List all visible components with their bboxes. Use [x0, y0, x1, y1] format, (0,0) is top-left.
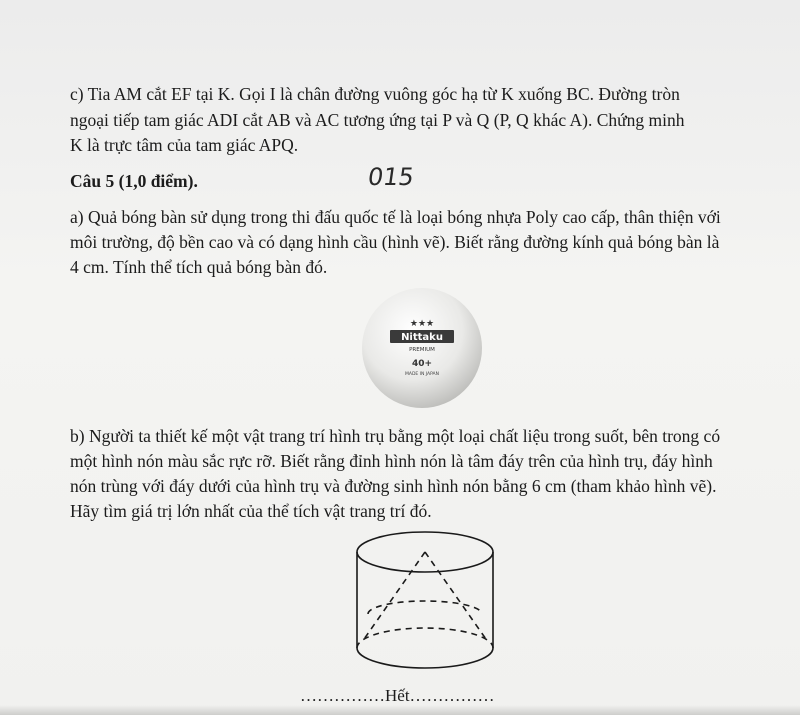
ping-pong-ball-icon — [360, 286, 484, 410]
part-a-line-3: 4 cm. Tính thể tích quả bóng bàn đó. — [70, 257, 328, 277]
ball-made: MADE IN JAPAN — [404, 372, 440, 377]
part-b-line-2: một hình nón màu sắc rực rỡ. Biết rằng đỉnh hình nón là tâm đáy trên của hình trụ, đáy hình — [70, 451, 713, 471]
question-5-title: Câu 5 (1,0 điểm). — [70, 171, 198, 191]
part-b-line-1: b) Người ta thiết kế một vật trang trí hình trụ bằng một loại chất liệu trong suốt, bên trong có — [70, 426, 721, 446]
ball-sub: PREMIUM — [409, 347, 435, 353]
part-b-line-4: Hãy tìm giá trị lớn nhất của thể tích vật trang trí đó. — [70, 501, 432, 521]
part-c-line-3: K là trực tâm của tam giác APQ. — [70, 135, 299, 155]
part-a-line-2: môi trường, độ bền cao và có dạng hình cầu (hình vẽ). Biết rằng đường kính quả bóng bàn là — [70, 232, 720, 252]
page-bottom-shadow — [0, 705, 800, 715]
end-marker: ……………Hết…………… — [300, 686, 495, 705]
cylinder-cone-icon — [350, 530, 500, 680]
ball-brand: Nittaku — [401, 332, 443, 343]
part-c-line-2: ngoại tiếp tam giác ADI cắt AB và AC tương ứng tại P và Q (P, Q khác A). Chứng minh — [70, 110, 685, 130]
part-a-line-1: a) Quả bóng bàn sử dụng trong thi đấu quốc tế là loại bóng nhựa Poly cao cấp, thân thiện với — [70, 207, 721, 227]
ping-pong-ball-figure — [360, 286, 484, 410]
handwritten-note: 015 — [366, 163, 416, 191]
part-b-line-3: nón trùng với đáy dưới của hình trụ và đường sinh hình nón bằng 6 cm (tham khảo hình vẽ). — [70, 476, 717, 496]
ball-stars: ★★★ — [409, 319, 435, 329]
part-c-line-1: c) Tia AM cắt EF tại K. Gọi I là chân đường vuông góc hạ từ K xuống BC. Đường tròn — [70, 84, 680, 104]
cylinder-cone-figure — [350, 530, 500, 680]
ball-size: 40+ — [411, 359, 433, 369]
